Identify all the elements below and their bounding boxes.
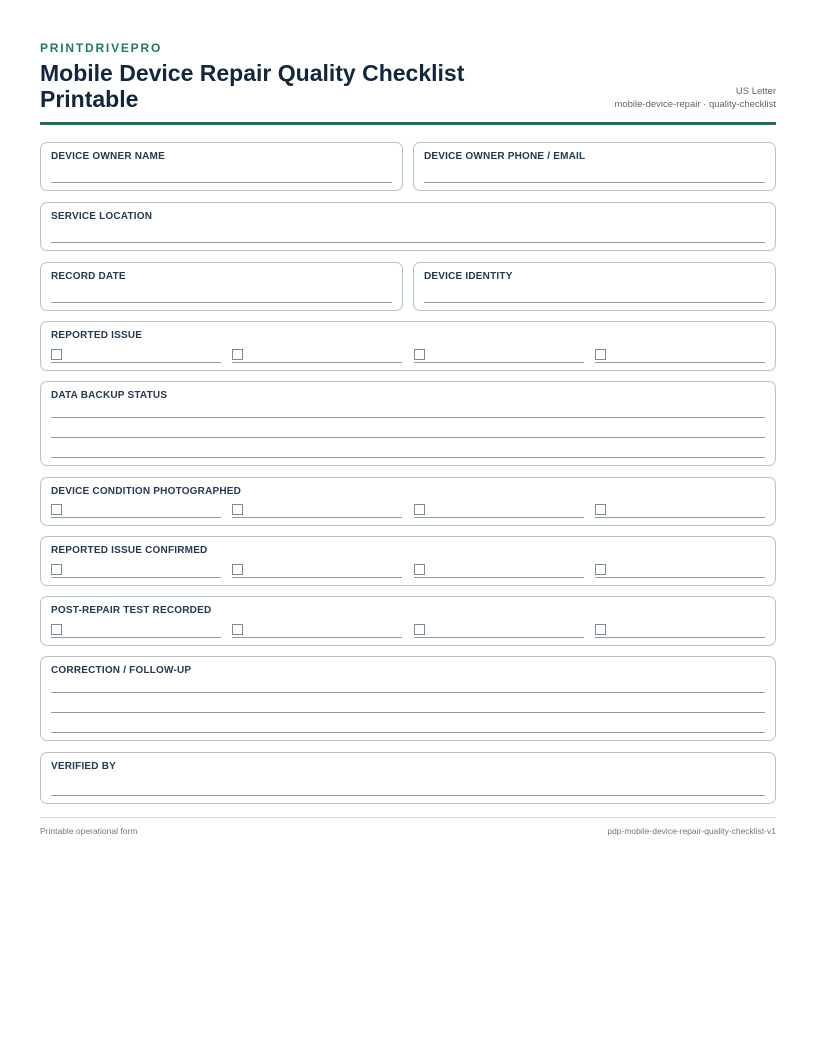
- issue-confirmed-option-line-2[interactable]: [232, 577, 402, 578]
- footer-divider: [40, 817, 776, 818]
- owner-name-label: DEVICE OWNER NAME: [51, 151, 165, 162]
- page-title: Mobile Device Repair Quality Checklist Printable: [40, 60, 465, 112]
- document-tags: mobile-device-repair · quality-checklist: [614, 99, 776, 110]
- service-location-input-line[interactable]: [51, 242, 765, 243]
- device-condition-checkbox-1[interactable]: [51, 504, 62, 515]
- data-backup-status-line-1[interactable]: [51, 417, 765, 418]
- reported-issue-confirmed-field: [40, 536, 776, 586]
- document-meta: [614, 85, 776, 111]
- device-condition-checkbox-4[interactable]: [595, 504, 606, 515]
- device-condition-photographed-field: [40, 477, 776, 526]
- reported-issue-checkbox-3[interactable]: [414, 349, 425, 360]
- paper-size: US Letter: [735, 86, 776, 97]
- post-repair-test-recorded-field: [40, 596, 776, 646]
- issue-confirmed-option-line-1[interactable]: [51, 577, 221, 578]
- owner-contact-input-line[interactable]: [424, 182, 765, 183]
- service-location-label: SERVICE LOCATION: [51, 211, 153, 222]
- issue-confirmed-checkbox-3[interactable]: [414, 564, 425, 575]
- issue-confirmed-checkbox-4[interactable]: [595, 564, 606, 575]
- verified-by-input-line[interactable]: [51, 795, 765, 796]
- device-condition-option-line-4[interactable]: [595, 517, 765, 518]
- issue-confirmed-checkbox-2[interactable]: [232, 564, 243, 575]
- post-repair-test-option-line-1[interactable]: [51, 637, 221, 638]
- post-repair-test-checkbox-1[interactable]: [51, 624, 62, 635]
- data-backup-status-line-3[interactable]: [51, 457, 765, 458]
- record-date-field: [40, 262, 403, 311]
- data-backup-status-label: DATA BACKUP STATUS: [51, 390, 168, 401]
- issue-confirmed-checkbox-1[interactable]: [51, 564, 62, 575]
- owner-contact-field: [413, 142, 776, 191]
- device-condition-checkbox-3[interactable]: [414, 504, 425, 515]
- data-backup-status-line-2[interactable]: [51, 437, 765, 438]
- reported-issue-checkbox-4[interactable]: [595, 349, 606, 360]
- post-repair-test-option-line-4[interactable]: [595, 637, 765, 638]
- correction-follow-up-field: [40, 656, 776, 741]
- footer-description: Printable operational form: [40, 826, 138, 836]
- record-date-label: RECORD DATE: [51, 271, 126, 282]
- post-repair-test-option-line-2[interactable]: [232, 637, 402, 638]
- brand-name: PRINTDRIVEPRO: [40, 41, 163, 55]
- owner-name-input-line[interactable]: [51, 182, 392, 183]
- correction-follow-up-line-1[interactable]: [51, 692, 765, 693]
- reported-issue-option-line-2[interactable]: [232, 362, 402, 363]
- form-id: pdp-mobile-device-repair-quality-checklist-v1: [607, 826, 776, 836]
- record-date-input-line[interactable]: [51, 302, 392, 303]
- reported-issue-checkbox-2[interactable]: [232, 349, 243, 360]
- owner-name-field: [40, 142, 403, 191]
- device-condition-option-line-2[interactable]: [232, 517, 402, 518]
- device-identity-input-line[interactable]: [424, 302, 765, 303]
- header-divider: [40, 122, 776, 125]
- device-condition-option-line-3[interactable]: [414, 517, 584, 518]
- reported-issue-confirmed-label: REPORTED ISSUE CONFIRMED: [51, 545, 208, 556]
- device-identity-label: DEVICE IDENTITY: [424, 271, 513, 282]
- data-backup-status-field: [40, 381, 776, 466]
- device-condition-photographed-label: DEVICE CONDITION PHOTOGRAPHED: [51, 486, 242, 497]
- reported-issue-option-line-4[interactable]: [595, 362, 765, 363]
- service-location-field: [40, 202, 776, 251]
- reported-issue-field: [40, 321, 776, 371]
- correction-follow-up-label: CORRECTION / FOLLOW-UP: [51, 665, 192, 676]
- correction-follow-up-line-3[interactable]: [51, 732, 765, 733]
- reported-issue-option-line-3[interactable]: [414, 362, 584, 363]
- post-repair-test-option-line-3[interactable]: [414, 637, 584, 638]
- post-repair-test-checkbox-3[interactable]: [414, 624, 425, 635]
- post-repair-test-checkbox-4[interactable]: [595, 624, 606, 635]
- reported-issue-label: REPORTED ISSUE: [51, 330, 143, 341]
- device-condition-option-line-1[interactable]: [51, 517, 221, 518]
- verified-by-field: [40, 752, 776, 804]
- correction-follow-up-line-2[interactable]: [51, 712, 765, 713]
- issue-confirmed-option-line-3[interactable]: [414, 577, 584, 578]
- verified-by-label: VERIFIED BY: [51, 761, 116, 772]
- post-repair-test-checkbox-2[interactable]: [232, 624, 243, 635]
- device-condition-checkbox-2[interactable]: [232, 504, 243, 515]
- reported-issue-option-line-1[interactable]: [51, 362, 221, 363]
- owner-contact-label: DEVICE OWNER PHONE / EMAIL: [424, 151, 586, 162]
- issue-confirmed-option-line-4[interactable]: [595, 577, 765, 578]
- reported-issue-checkbox-1[interactable]: [51, 349, 62, 360]
- device-identity-field: [413, 262, 776, 311]
- post-repair-test-recorded-label: POST-REPAIR TEST RECORDED: [51, 605, 212, 616]
